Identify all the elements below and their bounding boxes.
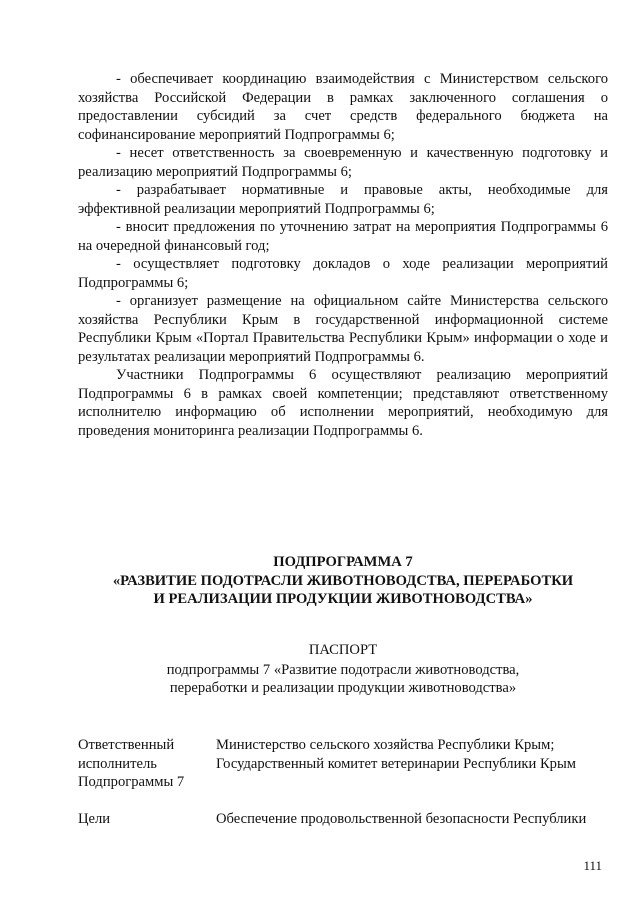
passport-row-goals	[78, 810, 608, 829]
row-value-line: Обеспечение продовольственной безопасности Республики	[216, 811, 587, 827]
row-label-line: Подпрограммы 7	[78, 774, 185, 790]
row-label	[78, 810, 216, 829]
row-value	[216, 810, 608, 829]
paragraph: - организует размещение на официальном сайте Министерства сельского хозяйства Республики Крым в государственной информационной системе Республики Крым «Портал Правительства Республики Крым» информации о ходе и результатах реализации мероприятий Подпрограммы 6.	[78, 293, 608, 365]
paragraph: - несет ответственность за своевременную и качественную подготовку и реализацию мероприятий Подпрограммы 6;	[78, 145, 608, 180]
heading-line: «РАЗВИТИЕ ПОДОТРАСЛИ ЖИВОТНОВОДСТВА, ПЕРЕРАБОТКИ	[112, 572, 574, 589]
passport-row-responsible	[78, 736, 608, 792]
passport-title: ПАСПОРТ	[308, 642, 378, 658]
row-label	[78, 736, 216, 792]
paragraph: Участники Подпрограммы 6 осуществляют реализацию мероприятий Подпрограммы 6 в рамках своей компетенции; представляют ответственному исполнителю информацию об исполнении мероприятий, необходимую для проведения мониторинга реализации Подпрограммы 6.	[78, 367, 608, 439]
paragraph: - разрабатывает нормативные и правовые акты, необходимые для эффективной реализации мероприятий Подпрограммы 6;	[78, 182, 608, 217]
row-value-line: Министерство сельского хозяйства Республики Крым;	[216, 737, 555, 753]
heading-line: ПОДПРОГРАММА 7	[273, 554, 413, 570]
passport-subtitle-line: подпрограммы 7 «Развитие подотрасли животноводства,	[166, 661, 520, 678]
page-number: 111	[583, 858, 602, 873]
row-label-line: Цели	[78, 811, 111, 827]
row-value	[216, 736, 608, 792]
body-text	[78, 70, 608, 440]
row-value-line: Государственный комитет ветеринарии Республики Крым	[216, 755, 577, 772]
row-label-line: Ответственный	[78, 737, 175, 753]
subprogram-heading	[78, 553, 608, 609]
row-label-line: исполнитель	[78, 755, 157, 772]
passport-title-block	[78, 641, 608, 698]
paragraph: - обеспечивает координацию взаимодействия с Министерством сельского хозяйства Российской Федерации в рамках заключенного соглашения о предоставлении субсидий за счет средств федерального бюджета на софинансирование мероприятий Подпрограммы 6;	[78, 71, 608, 143]
passport-subtitle-line: переработки и реализации продукции животноводства»	[169, 680, 517, 696]
heading-line: И РЕАЛИЗАЦИИ ПРОДУКЦИИ ЖИВОТНОВОДСТВА»	[153, 591, 533, 607]
paragraph: - осуществляет подготовку докладов о ходе реализации мероприятий Подпрограммы 6;	[78, 256, 608, 291]
paragraph: - вносит предложения по уточнению затрат на мероприятия Подпрограммы 6 на очередной финансовый год;	[78, 219, 608, 254]
